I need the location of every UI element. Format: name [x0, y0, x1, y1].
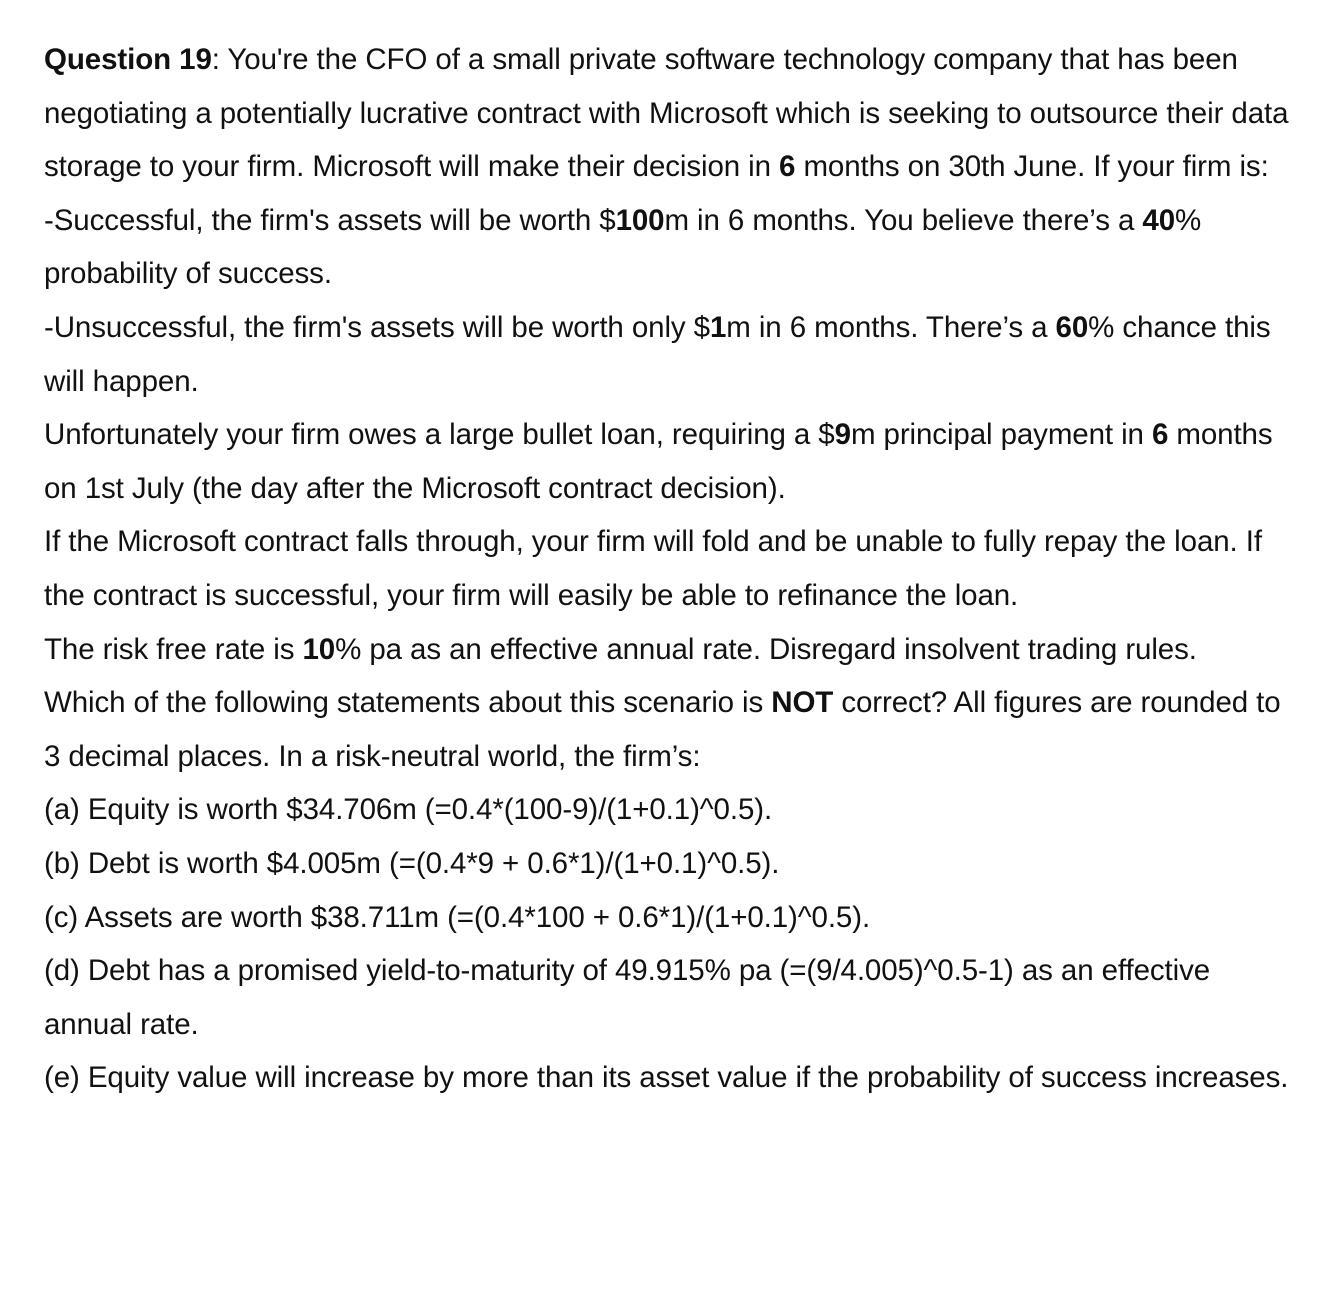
success-text-pre: -Successful, the firm's assets will be worth $ [44, 203, 616, 237]
option-d: (d) Debt has a promised yield-to-maturity of 49.915% pa (=(9/4.005)^0.5-1) as an effective annual rate. [44, 954, 1211, 1041]
loan-months: 6 [1151, 418, 1169, 452]
loan-text-post: months on 1st July (the day after the Microsoft contract decision). [44, 418, 1273, 505]
question-label: Question 19 [44, 43, 212, 76]
contract-paragraph: If the Microsoft contract falls through, your firm will fold and be unable to fully repay the loan. If the contract is successful, your firm will easily be able to refinance the loan. [44, 525, 1262, 612]
failure-probability: 60 [1055, 310, 1089, 344]
prompt-emphasis: NOT [771, 686, 834, 720]
success-text-post: % probability of success. [44, 203, 1202, 291]
question-document [44, 33, 1294, 1105]
loan-text-pre: Unfortunately your firm owes a large bullet loan, requiring a $ [44, 418, 835, 452]
intro-text-1: : You're the CFO of a small private software technology company that has been negotiating a potentially lucrative contract with Microsoft which is seeking to outsource their data storage to your firm. Microsoft will make their decision in [44, 43, 1289, 184]
failure-text-mid: m in 6 months. There’s a [726, 310, 1056, 344]
rate-paragraph [44, 623, 1294, 677]
prompt-paragraph [44, 676, 1294, 783]
failure-scenario [44, 301, 1294, 408]
failure-amount: 1 [709, 310, 727, 344]
loan-paragraph [44, 408, 1294, 515]
question-intro [44, 33, 1294, 194]
failure-text-pre: -Unsuccessful, the firm's assets will be worth only $ [44, 310, 710, 344]
success-scenario [44, 194, 1294, 301]
loan-amount: 9 [834, 418, 851, 452]
rate-text-post: % pa as an effective annual rate. Disregard insolvent trading rules. [335, 632, 1197, 666]
risk-free-rate: 10 [302, 632, 336, 666]
prompt-text-pre: Which of the following statements about this scenario is [44, 686, 772, 720]
prompt-text-post: correct? All figures are rounded to 3 decimal places. In a risk-neutral world, the firm’s: [44, 686, 1281, 773]
success-text-mid: m in 6 months. You believe there’s a [664, 203, 1143, 237]
option-c: (c) Assets are worth $38.711m (=(0.4*100 + 0.6*1)/(1+0.1)^0.5). [44, 900, 871, 934]
option-b: (b) Debt is worth $4.005m (=(0.4*9 + 0.6*1)/(1+0.1)^0.5). [44, 846, 780, 880]
rate-text-pre: The risk free rate is [44, 632, 303, 666]
success-amount: 100 [615, 203, 665, 237]
loan-text-mid: m principal payment in [850, 418, 1152, 452]
option-a: (a) Equity is worth $34.706m (=0.4*(100-9)/(1+0.1)^0.5). [44, 793, 773, 827]
intro-text-2: months on 30th June. If your firm is: [795, 150, 1269, 184]
success-probability: 40 [1142, 203, 1176, 237]
decision-months: 6 [779, 150, 796, 184]
option-e: (e) Equity value will increase by more than its asset value if the probability of success increases. [44, 1061, 1289, 1095]
failure-text-post: % chance this will happen. [44, 310, 1271, 398]
